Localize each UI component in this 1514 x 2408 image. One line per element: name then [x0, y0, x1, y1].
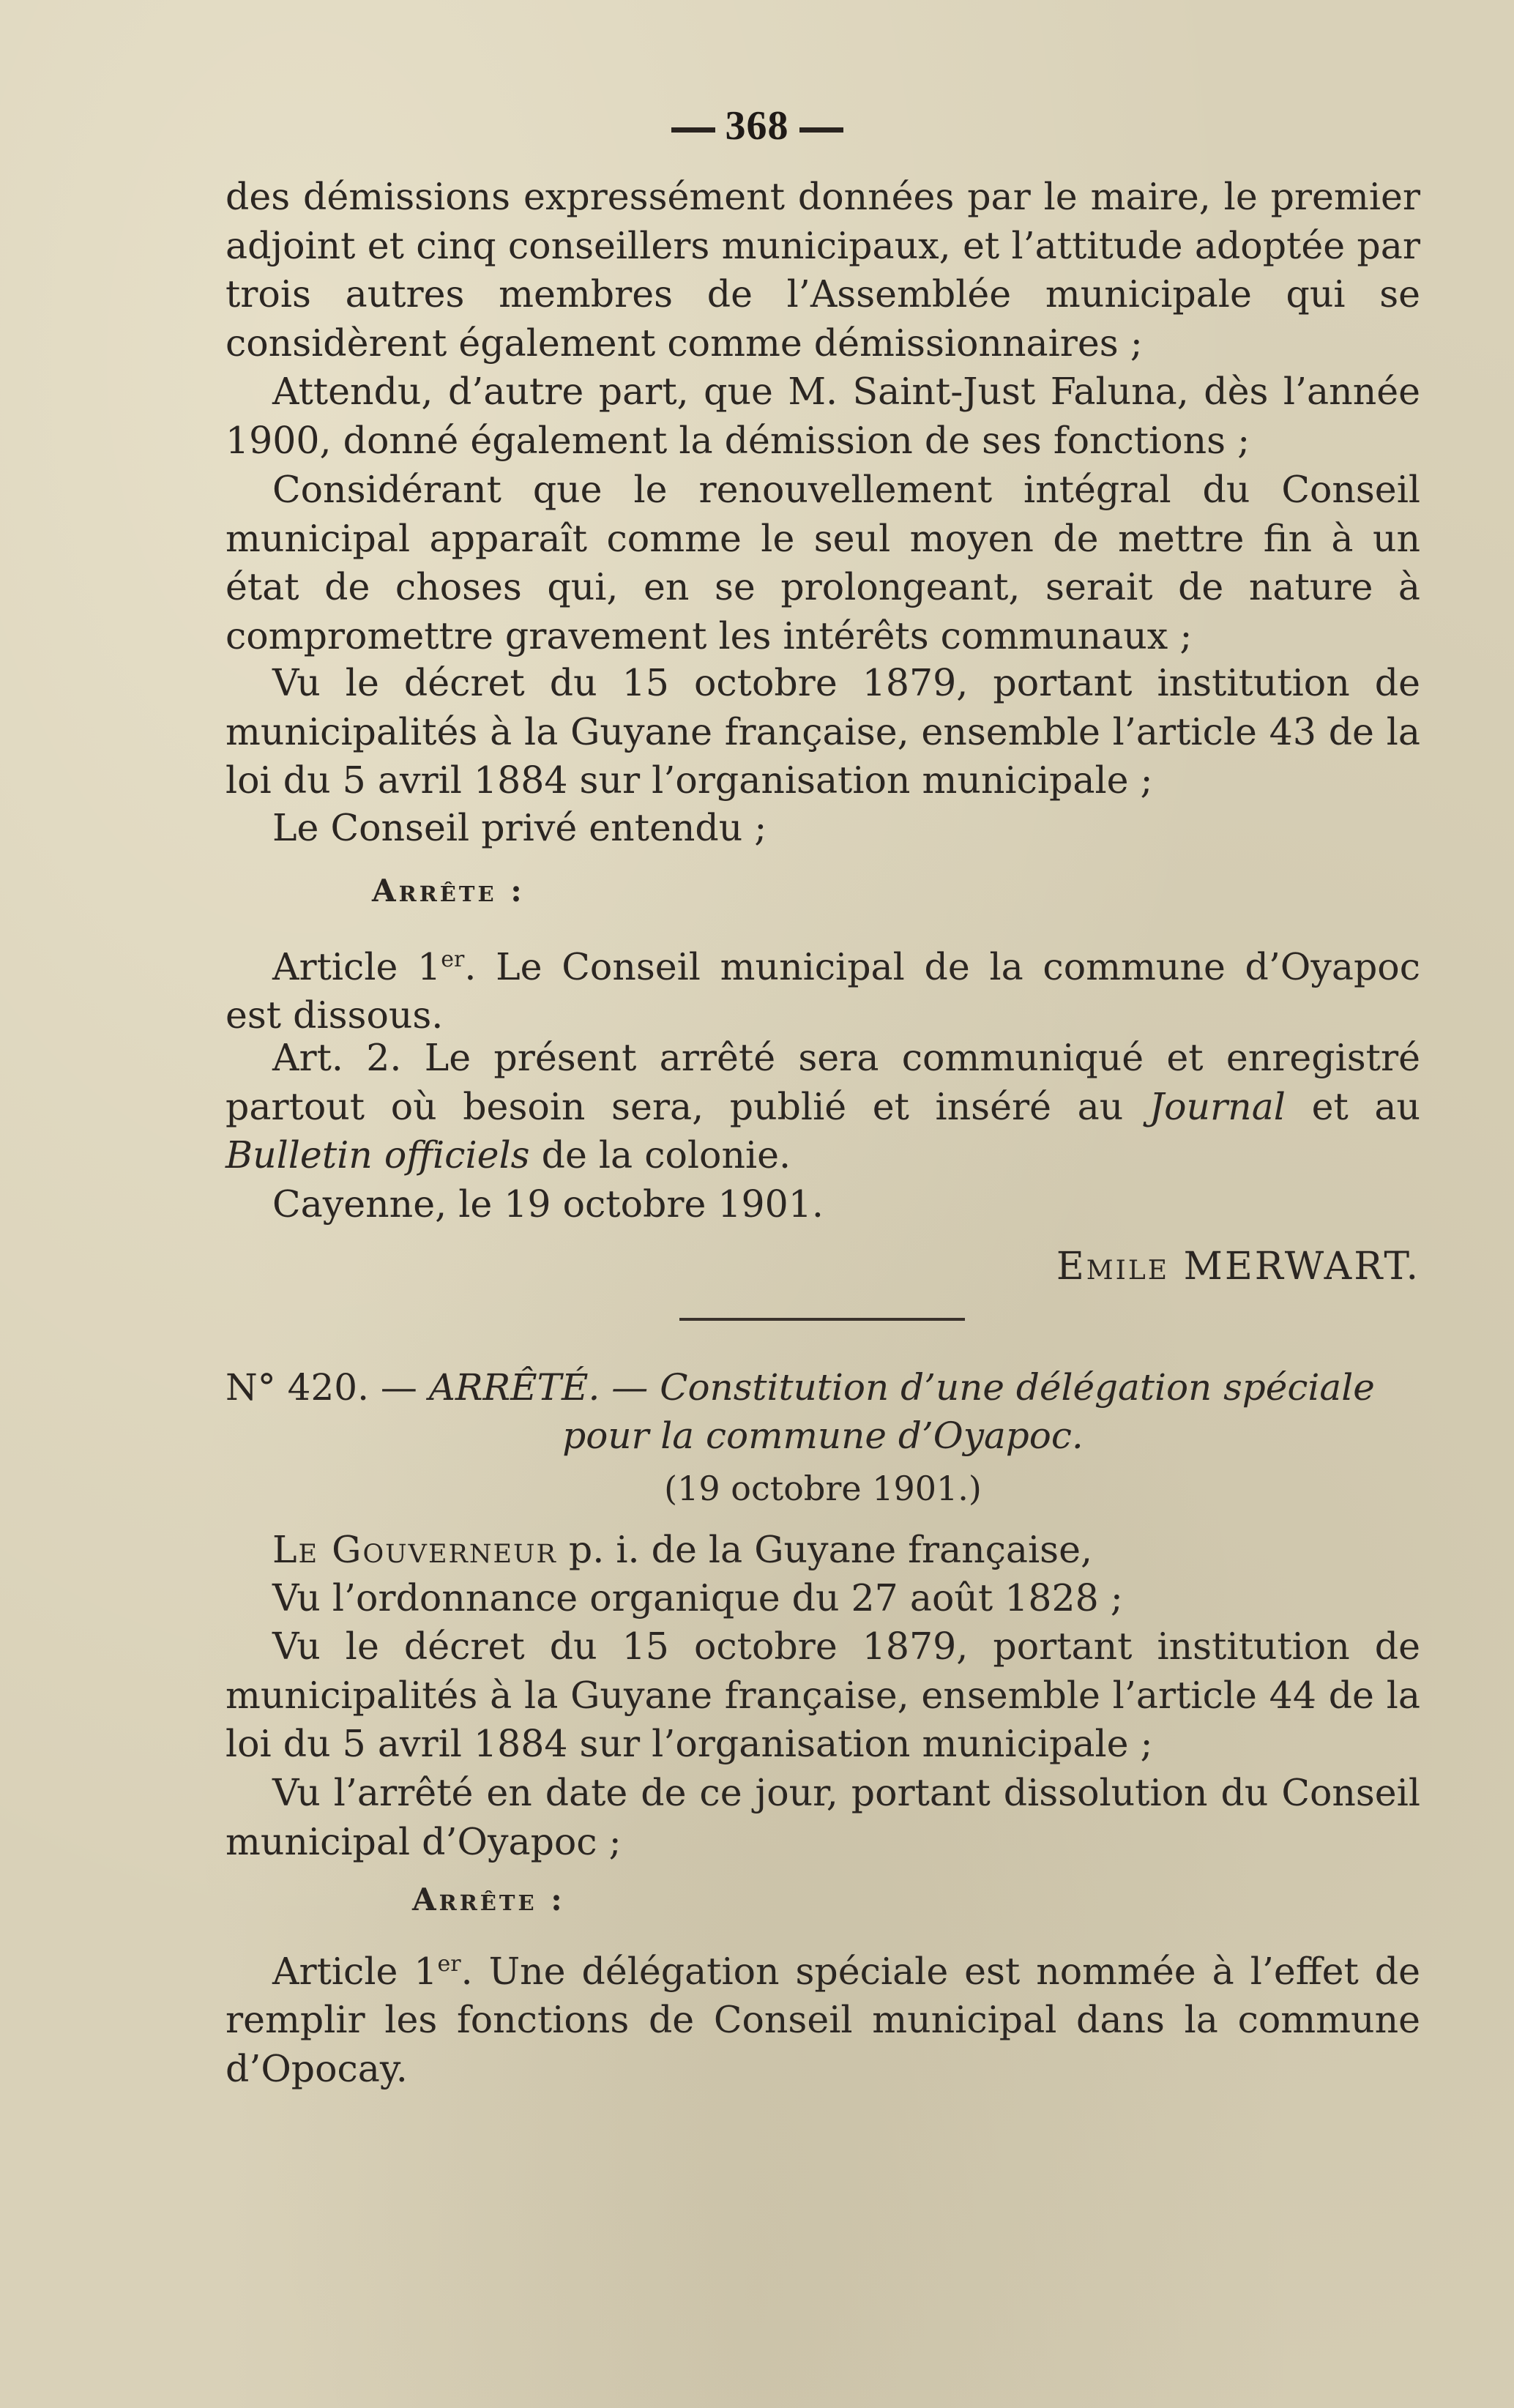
article-ordinal-2: er	[437, 1951, 461, 1977]
decree-title	[225, 1363, 1420, 1412]
section-divider	[679, 1318, 965, 1321]
article-2-text-b: et au	[1285, 1084, 1420, 1128]
journal-title: Journal	[1149, 1084, 1286, 1128]
folio-dash-left	[671, 127, 715, 133]
article-1-dissolution	[225, 936, 1420, 1040]
decree-title-line2	[225, 1412, 1420, 1460]
paragraph-attendu: Attendu, d’autre part, que M. Saint-Just Faluna, dès l’année 1900, donné également la démission de ses fonctions ;	[225, 370, 1420, 462]
article-ordinal: er	[441, 947, 465, 972]
bulletin-title: Bulletin officiels	[225, 1133, 530, 1177]
folio-dash-right	[799, 127, 843, 133]
article-1-text: . Le Conseil municipal de la commune d’Oyapoc est dissous.	[225, 944, 1420, 1037]
paragraph-conseil-prive: Le Conseil privé entendu ;	[272, 806, 767, 849]
article-1-delegation	[225, 1940, 1420, 2093]
consideration-ordonnance: Vu l’ordonnance organique du 27 août 1828 ;	[272, 1576, 1123, 1619]
paragraph-considerant: Considérant que le renouvellement intégral du Conseil municipal apparaît comme le seul moyen de mettre fin à un état de choses qui, en se prolongeant, serait de nature à compromettre gravement les intérêts communaux ;	[225, 468, 1420, 657]
governor-rest: p. i. de la Guyane française,	[556, 1528, 1093, 1571]
signature: Emile MERWART.	[1056, 1245, 1420, 1289]
paragraph-resignations: des démissions expressément données par le maire, le premier adjoint et cinq conseillers municipaux, et l’attitude adoptée par trois autres membres de l’Assemblée municipale qui se considèrent également comme démissionnaires ;	[225, 175, 1420, 365]
page-number-text: 368	[725, 103, 789, 149]
arrete-heading-2: Arrête :	[412, 1882, 565, 1917]
decree-date: (19 octobre 1901.)	[664, 1469, 982, 1508]
page-number	[0, 102, 1514, 149]
article-label-2: Article 1	[272, 1949, 438, 1993]
decree-title-line2-text: pour la commune d’Oyapoc.	[562, 1414, 1084, 1457]
governor-line	[225, 1526, 1420, 1575]
arrete-heading-1: Arrête :	[372, 873, 525, 909]
consideration-arrete: Vu l’arrêté en date de ce jour, portant dissolution du Conseil municipal d’Oyapoc ;	[225, 1771, 1420, 1863]
article-label: Article 1	[272, 944, 441, 988]
decree-number: N° 420. —	[225, 1366, 429, 1409]
article-1-delegation-text: . Une délégation spéciale est nommée à l’effet de remplir les fonctions de Conseil municipal dans la commune d’Opocay.	[225, 1949, 1420, 2090]
article-2-text-a: Art. 2. Le présent arrêté sera communiqué et enregistré partout où besoin sera, publié et inséré au	[225, 1036, 1420, 1128]
place-date: Cayenne, le 19 octobre 1901.	[272, 1182, 824, 1226]
paragraph-vu-decret: Vu le décret du 15 octobre 1879, portant institution de municipalités à la Guyane française, ensemble l’article 43 de la loi du 5 avril 1884 sur l’organisation municipale ;	[225, 661, 1420, 802]
decree-title-italic: ARRÊTÉ. — Constitution d’une délégation spéciale	[428, 1366, 1375, 1409]
consideration-decret: Vu le décret du 15 octobre 1879, portant institution de municipalités à la Guyane française, ensemble l’article 44 de la loi du 5 avril 1884 sur l’organisation municipale ;	[225, 1625, 1420, 1765]
governor-title: Le Gouverneur	[272, 1528, 557, 1571]
article-2-text-c: de la colonie.	[529, 1133, 791, 1177]
article-2-publication	[225, 1034, 1420, 1180]
